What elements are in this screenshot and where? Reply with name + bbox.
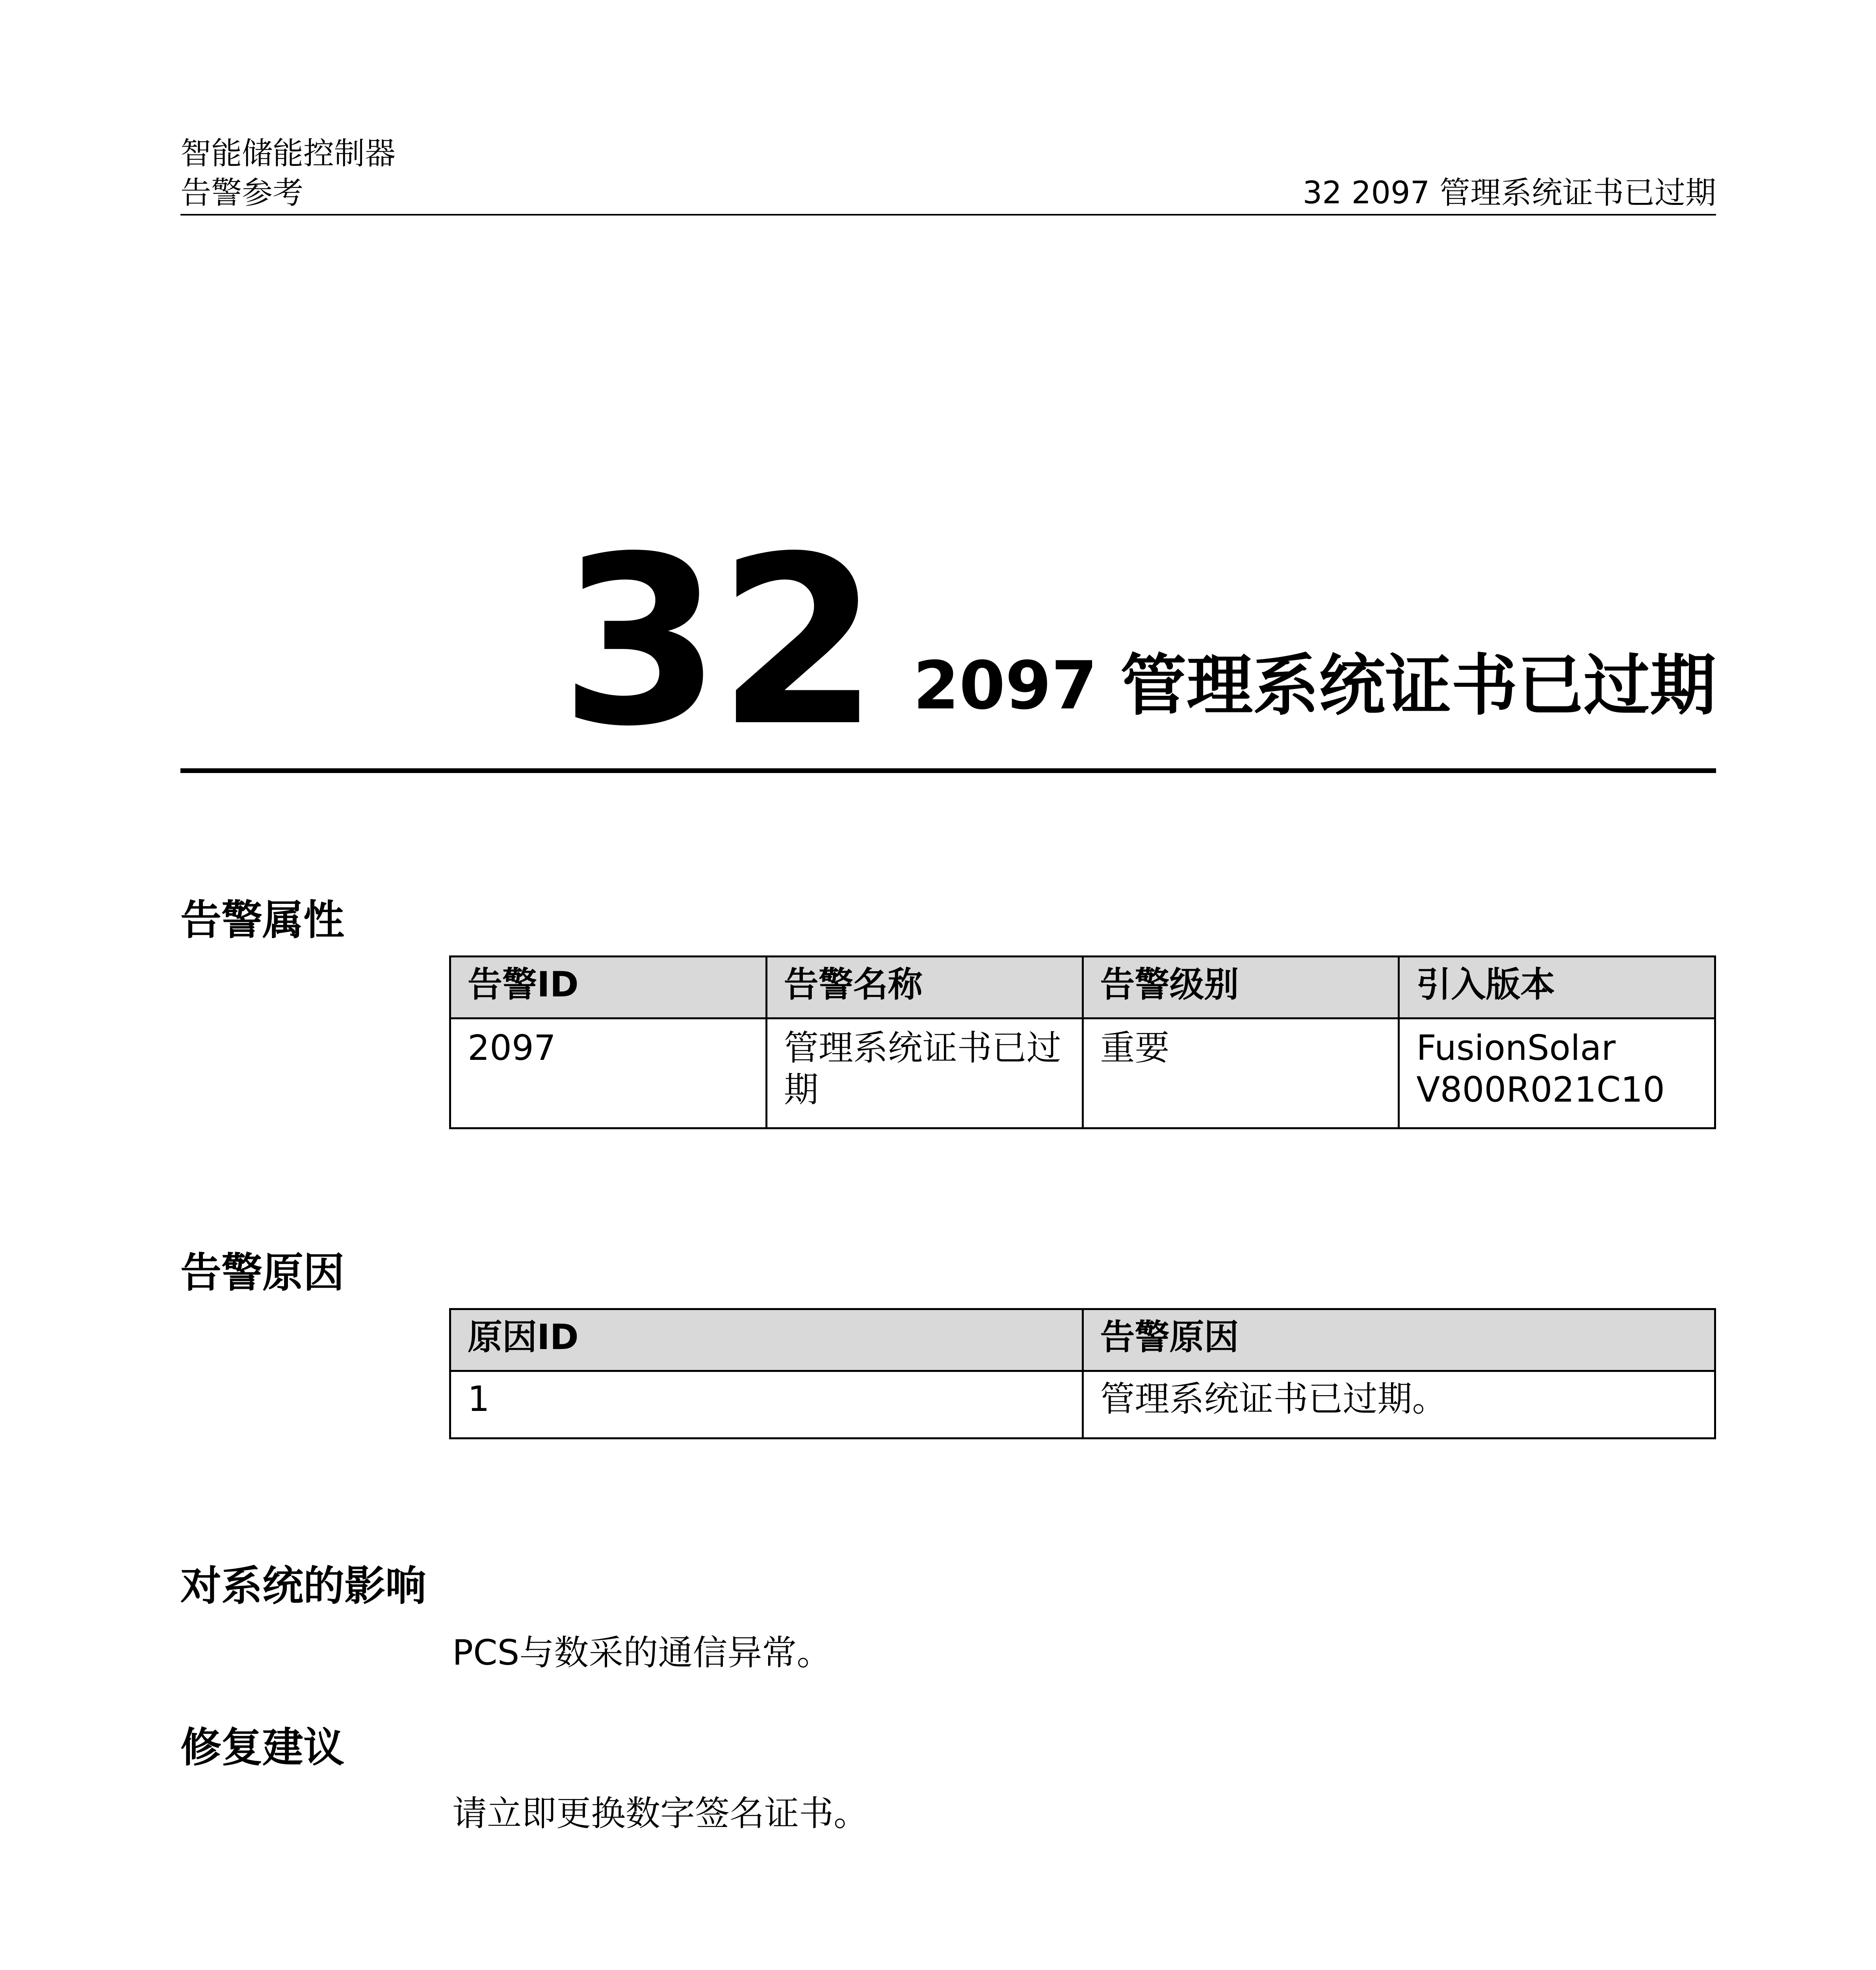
cell-cause-text: 管理系统证书已过期。 [1083, 1371, 1715, 1438]
table-header-row [450, 1309, 1715, 1371]
header-running-title: 32 2097 管理系统证书已过期 [1302, 175, 1716, 211]
header-rule [180, 214, 1716, 216]
cell-alarm-id: 2097 [450, 1018, 767, 1128]
table-header-row [450, 957, 1715, 1018]
chapter-title: 2097 管理系统证书已过期 [913, 647, 1716, 724]
column-header: 告警ID [450, 957, 767, 1018]
header-doc-type: 告警参考 [180, 175, 304, 211]
impact-text: PCS与数采的通信异常。 [452, 1632, 832, 1673]
column-header: 告警名称 [766, 957, 1083, 1018]
section-heading-suggestion: 修复建议 [180, 1723, 345, 1771]
alarm-cause-table [449, 1308, 1716, 1439]
cell-alarm-name: 管理系统证书已过期 [766, 1018, 1083, 1128]
column-header: 原因ID [450, 1309, 1083, 1371]
version-line: V800R021C10 [1416, 1069, 1665, 1110]
cell-cause-id: 1 [450, 1371, 1083, 1438]
column-header: 告警原因 [1083, 1309, 1715, 1371]
column-header: 引入版本 [1399, 957, 1715, 1018]
section-heading-alarm-cause: 告警原因 [180, 1249, 345, 1297]
column-header: 告警级别 [1083, 957, 1399, 1018]
section-heading-alarm-attributes: 告警属性 [180, 896, 345, 944]
cell-intro-version [1399, 1018, 1715, 1128]
header-product: 智能储能控制器 [180, 136, 396, 171]
table-row [450, 1018, 1715, 1128]
chapter-rule [180, 768, 1716, 773]
suggestion-text: 请立即更换数字签名证书。 [452, 1793, 869, 1834]
cell-alarm-severity: 重要 [1083, 1018, 1399, 1128]
version-line: FusionSolar [1416, 1028, 1616, 1068]
alarm-attributes-table [449, 955, 1716, 1129]
chapter-number: 32 [559, 507, 875, 777]
section-heading-impact: 对系统的影响 [180, 1562, 427, 1610]
table-row [450, 1371, 1715, 1438]
